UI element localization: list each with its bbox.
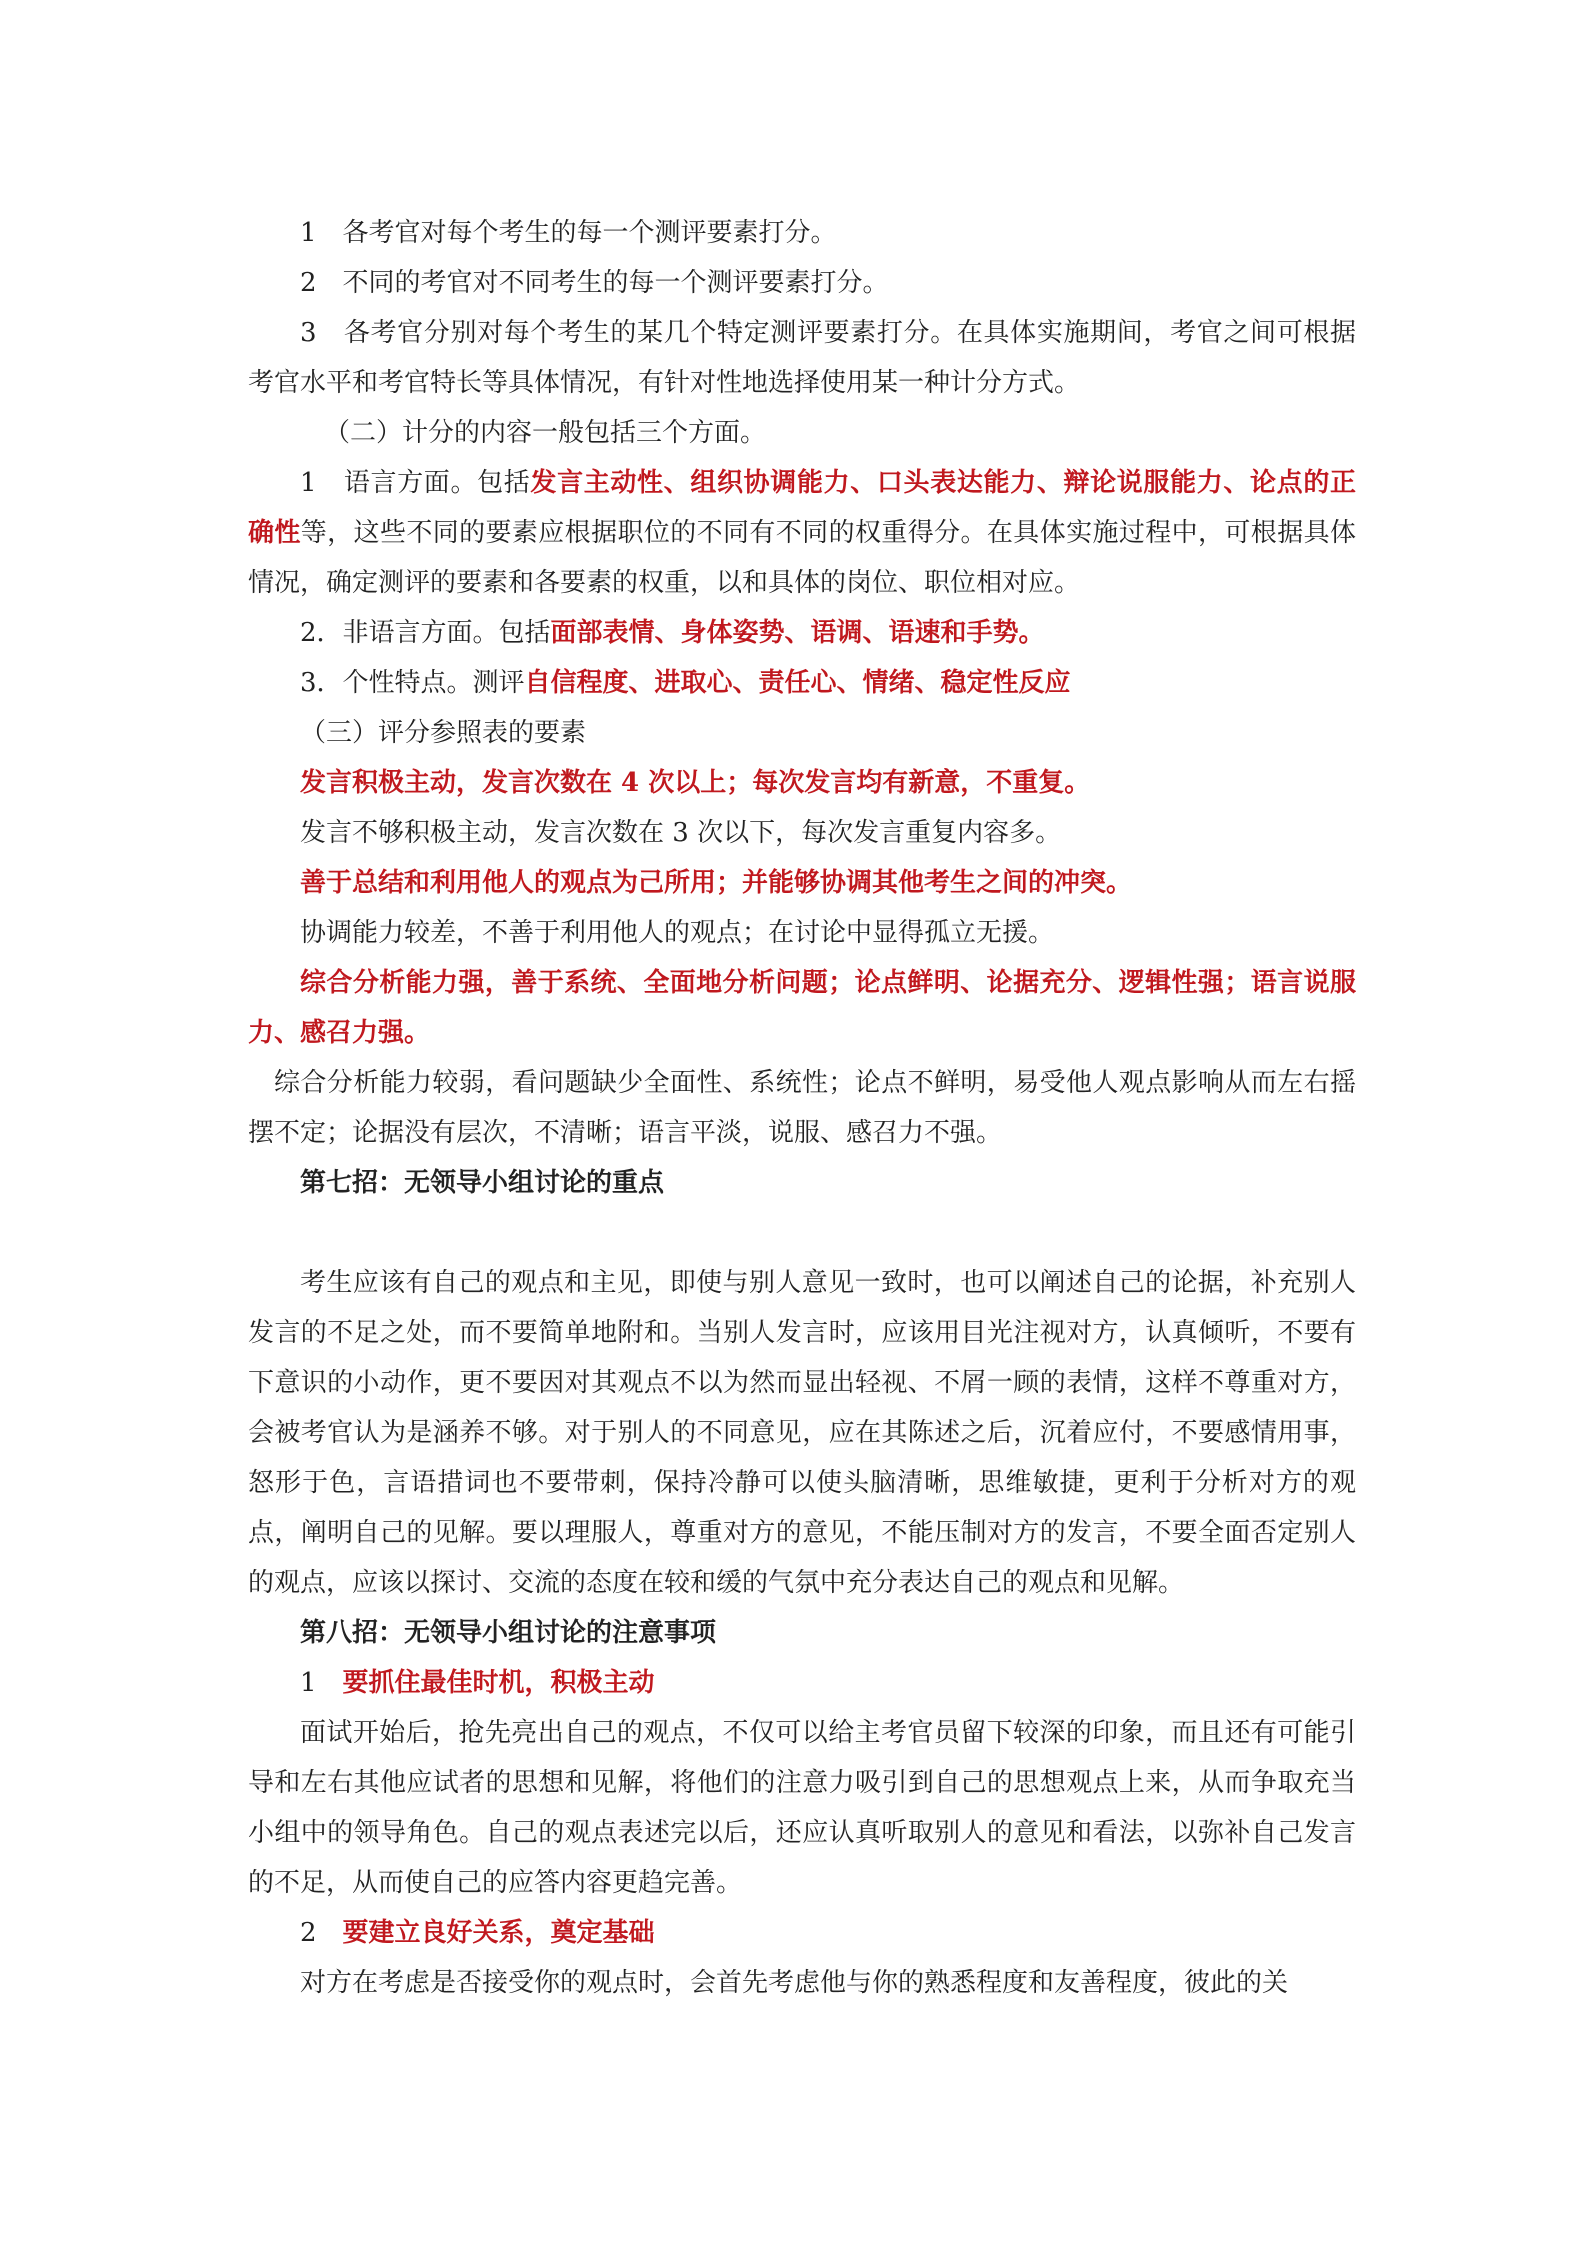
paragraph-build-relationships [248, 1958, 1356, 2008]
paragraph-scoring-method-1 [248, 208, 1356, 258]
highlight-text: 要建立良好关系，奠定基础 [342, 1918, 655, 1948]
paragraph-language-aspect [248, 458, 1356, 608]
text-run: 综合分析能力较弱，看问题缺少全面性、系统性；论点不鲜明，易受他人观点影响从而左右摇摆不定；论据没有层次，不清晰；语言平淡，说服、感召力不强。 [248, 1068, 1356, 1148]
text-run: 1 [300, 1668, 343, 1698]
criterion-positive-coordination [248, 858, 1356, 908]
criterion-positive-analysis [248, 958, 1356, 1058]
text-run: 2 [300, 1918, 343, 1948]
paragraph-seize-opportunity [248, 1708, 1356, 1908]
text-run: （二）计分的内容一般包括三个方面。 [324, 418, 767, 448]
text-run: 面试开始后，抢先亮出自己的观点，不仅可以给主考官员留下较深的印象，而且还有可能引导和左右其他应试者的思想和见解，将他们的注意力吸引到自己的思想观点上来，从而争取充当小组中的领导角色。自己的观点表述完以后，还应认真听取别人的意见和看法，以弥补自己发言的不足，从而使自己的应答内容更趋完善。 [248, 1718, 1356, 1898]
paragraph-personality-aspect [248, 658, 1356, 708]
text-run: 2 不同的考官对不同考生的每一个测评要素打分。 [300, 268, 889, 298]
section-heading-reference-table [248, 708, 1356, 758]
text-run: （三）评分参照表的要素 [300, 718, 587, 748]
paragraph-scoring-method-2 [248, 258, 1356, 308]
paragraph-scoring-method-3 [248, 308, 1356, 408]
criterion-positive-speaking [248, 758, 1356, 808]
section-heading-scoring-content [248, 408, 1356, 458]
highlight-text: 要抓住最佳时机，积极主动 [342, 1668, 655, 1698]
subheading-seize-opportunity [248, 1658, 1356, 1708]
highlight-text: 综合分析能力强，善于系统、全面地分析问题；论点鲜明、论据充分、逻辑性强；语言说服力、感召力强。 [248, 968, 1356, 1048]
highlight-text: 善于总结和利用他人的观点为己所用；并能够协调其他考生之间的冲突。 [300, 868, 1133, 898]
highlight-text: 面部表情、身体姿势、语调、语速和手势。 [550, 618, 1045, 648]
criterion-negative-speaking [248, 808, 1356, 858]
text-run: 发言不够积极主动，发言次数在 3 次以下，每次发言重复内容多。 [300, 818, 1062, 848]
heading-text: 第七招：无领导小组讨论的重点 [300, 1168, 665, 1198]
document-body [248, 208, 1356, 2008]
blank-line [248, 1208, 1356, 1258]
paragraph-discussion-key-points [248, 1258, 1356, 1608]
highlight-text: 自信程度、进取心、责任心、情绪、稳定性反应 [524, 668, 1071, 698]
text-run: 协调能力较差，不善于利用他人的观点；在讨论中显得孤立无援。 [300, 918, 1055, 948]
paragraph-nonverbal-aspect [248, 608, 1356, 658]
text-run: 对方在考虑是否接受你的观点时，会首先考虑他与你的熟悉程度和友善程度，彼此的关 [300, 1968, 1289, 1998]
highlight-text: 发言主动性、组织协调能力、口头表达能力、辩论说服能力、论点的正确性 [248, 468, 1356, 548]
text-run: 等，这些不同的要素应根据职位的不同有不同的权重得分。在具体实施过程中，可根据具体情况，确定测评的要素和各要素的权重，以和具体的岗位、职位相对应。 [248, 518, 1356, 598]
heading-tip-seven [248, 1158, 1356, 1208]
subheading-build-relationships [248, 1908, 1356, 1958]
text-run: 2．非语言方面。包括 [300, 618, 551, 648]
text-run: 1 各考官对每个考生的每一个测评要素打分。 [300, 218, 837, 248]
heading-tip-eight [248, 1608, 1356, 1658]
text-run: 考生应该有自己的观点和主见，即使与别人意见一致时，也可以阐述自己的论据，补充别人发言的不足之处，而不要简单地附和。当别人发言时，应该用目光注视对方，认真倾听，不要有下意识的小动作，更不要因对其观点不以为然而显出轻视、不屑一顾的表情，这样不尊重对方，会被考官认为是涵养不够。对于别人的不同意见，应在其陈述之后，沉着应付，不要感情用事，怒形于色，言语措词也不要带刺，保持冷静可以使头脑清晰，思维敏捷，更利于分析对方的观点，阐明自己的见解。要以理服人，尊重对方的意见，不能压制对方的发言，不要全面否定别人的观点，应该以探讨、交流的态度在较和缓的气氛中充分表达自己的观点和见解。 [248, 1268, 1356, 1598]
text-run: 1 语言方面。包括 [300, 468, 531, 498]
heading-text: 第八招：无领导小组讨论的注意事项 [300, 1618, 717, 1648]
text-run: 3．个性特点。测评 [300, 668, 525, 698]
text-run: 3 各考官分别对每个考生的某几个特定测评要素打分。在具体实施期间，考官之间可根据考官水平和考官特长等具体情况，有针对性地选择使用某一种计分方式。 [248, 318, 1356, 398]
highlight-text: 发言积极主动，发言次数在 4 次以上；每次发言均有新意，不重复。 [300, 768, 1091, 798]
criterion-negative-coordination [248, 908, 1356, 958]
criterion-negative-analysis [248, 1058, 1356, 1158]
